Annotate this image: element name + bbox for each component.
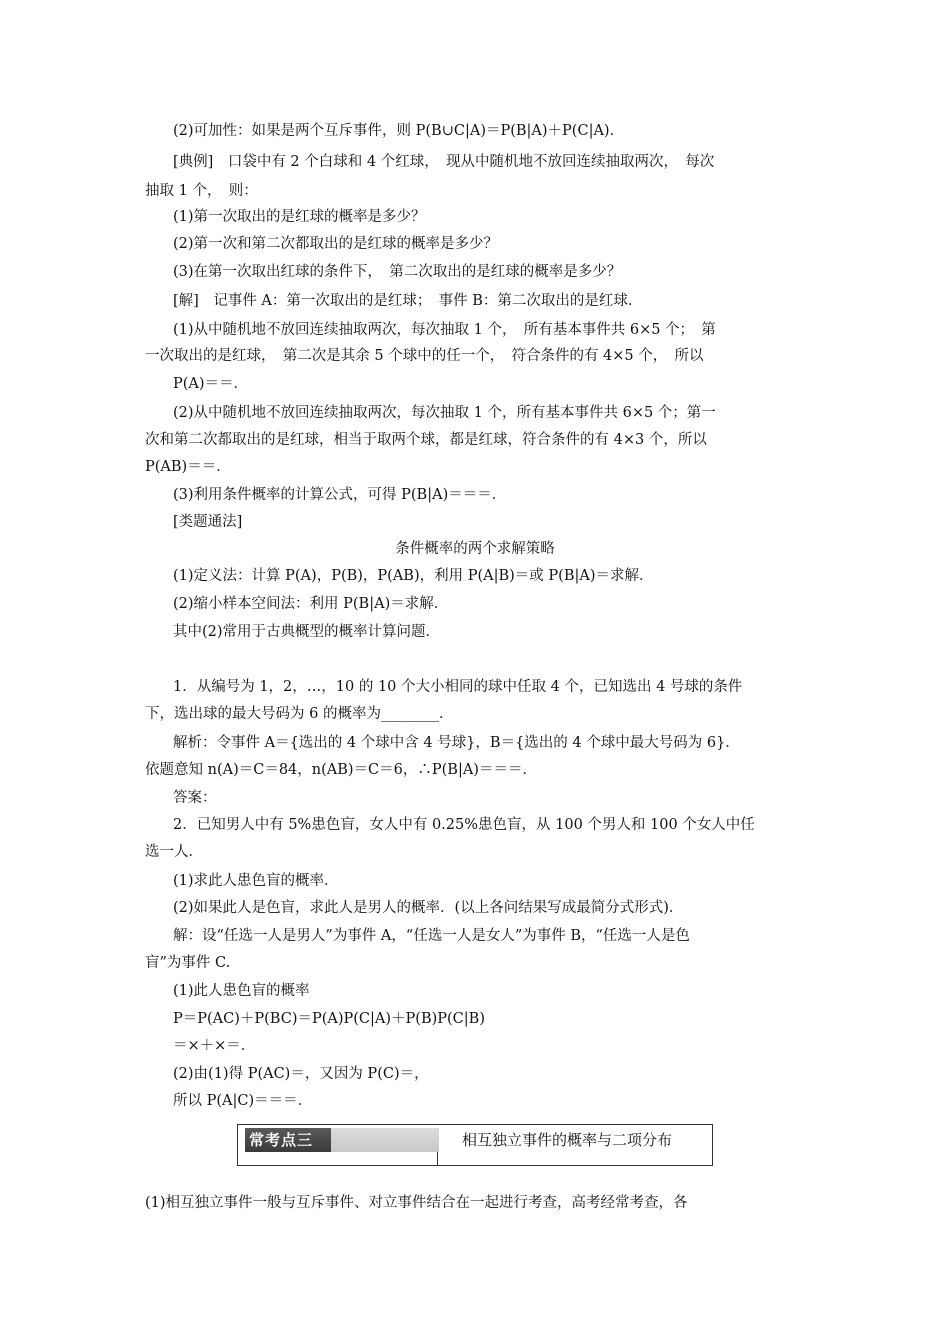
text-line: (2)可加性：如果是两个互斥事件，则 P(B∪C|A)＝P(B|A)＋P(C|A)． <box>173 123 625 139</box>
text-line: 1．从编号为 1，2，…，10 的 10 个大小相同的球中任取 4 个，已知选出 4 号球的条件 <box>173 679 743 695</box>
text-line: (1)相互独立事件一般与互斥事件、对立事件结合在一起进行考查，高考经常考查，各 <box>145 1195 688 1211</box>
badge-divider <box>437 1152 438 1166</box>
text-line: [典例] 口袋中有 2 个白球和 4 个红球， 现从中随机地不放回连续抽取两次， 每次 <box>173 154 715 170</box>
text-line: 答案： <box>173 790 217 806</box>
text-line: 2．已知男人中有 5%患色盲，女人中有 0.25%患色盲，从 100 个男人和 100 个女人中任 <box>173 817 755 833</box>
text-line: 选一人． <box>145 844 203 860</box>
text-line: P(A)＝＝． <box>173 376 249 392</box>
text-line: [类题通法] <box>173 514 243 530</box>
text-line: (3)在第一次取出红球的条件下， 第二次取出的是红球的概率是多少？ <box>173 264 622 280</box>
text-line: (2)缩小样本空间法：利用 P(B|A)＝求解． <box>173 596 449 612</box>
text-line: (1)定义法：计算 P(A)，P(B)，P(AB)，利用 P(A|B)＝或 P(B|A)＝求解． <box>173 568 654 584</box>
text-line: P(AB)＝＝． <box>145 459 231 475</box>
text-line: 其中(2)常用于古典概型的概率计算问题． <box>173 624 441 640</box>
text-line: 一次取出的是红球， 第二次是其余 5 个球中的任一个， 符合条件的有 4×5 个， 所以 <box>145 348 704 364</box>
text-line: 解析：令事件 A＝{选出的 4 个球中含 4 号球}，B＝{选出的 4 个球中最大号码为 6}． <box>173 735 740 751</box>
text-line: P＝P(AC)＋P(BC)＝P(A)P(C|A)＋P(B)P(C|B) <box>173 1011 485 1027</box>
text-line: 抽取 1 个， 则： <box>145 183 258 199</box>
section-badge-label: 常考点三 <box>249 1131 314 1149</box>
text-line: 解：设“任选一人是男人”为事件 A，“任选一人是女人”为事件 B，“任选一人是色 <box>173 928 690 944</box>
strategy-heading: 条件概率的两个求解策略 <box>395 541 555 557</box>
text-line: (2)由(1)得 P(AC)＝，又因为 P(C)＝， <box>173 1066 429 1082</box>
text-line: (1)此人患色盲的概率 <box>173 983 310 999</box>
text-line: 依题意知 n(A)＝C＝84，n(AB)＝C＝6，∴P(B|A)＝＝＝． <box>145 762 537 778</box>
text-line: 次和第二次都取出的是红球，相当于取两个球，都是红球，符合条件的有 4×3 个，所以 <box>145 432 707 448</box>
badge-light-band <box>331 1128 439 1152</box>
text-line: 盲”为事件 C. <box>145 955 231 971</box>
text-line: (2)从中随机地不放回连续抽取两次，每次抽取 1 个，所有基本事件共 6×5 个；第一 <box>173 405 716 421</box>
text-line: 所以 P(A|C)＝＝＝． <box>173 1093 313 1109</box>
section-badge <box>245 1128 439 1164</box>
section-title: 相互独立事件的概率与二项分布 <box>462 1131 673 1149</box>
text-line: (1)第一次取出的是红球的概率是多少？ <box>173 209 426 225</box>
text-line: (1)从中随机地不放回连续抽取两次，每次抽取 1 个， 所有基本事件共 6×5 个； 第 <box>173 322 716 338</box>
text-line: 下，选出球的最大号码为 6 的概率为________． <box>145 706 454 722</box>
text-line: (2)如果此人是色盲，求此人是男人的概率．(以上各问结果写成最简分式形式)． <box>173 900 684 916</box>
text-line: (1)求此人患色盲的概率． <box>173 873 339 889</box>
text-line: (3)利用条件概率的计算公式，可得 P(B|A)＝＝＝． <box>173 487 507 503</box>
text-line: [解] 记事件 A：第一次取出的是红球； 事件 B：第二次取出的是红球． <box>173 293 643 309</box>
text-line: (2)第一次和第二次都取出的是红球的概率是多少？ <box>173 236 499 252</box>
text-line: ＝×＋×＝． <box>173 1038 256 1054</box>
